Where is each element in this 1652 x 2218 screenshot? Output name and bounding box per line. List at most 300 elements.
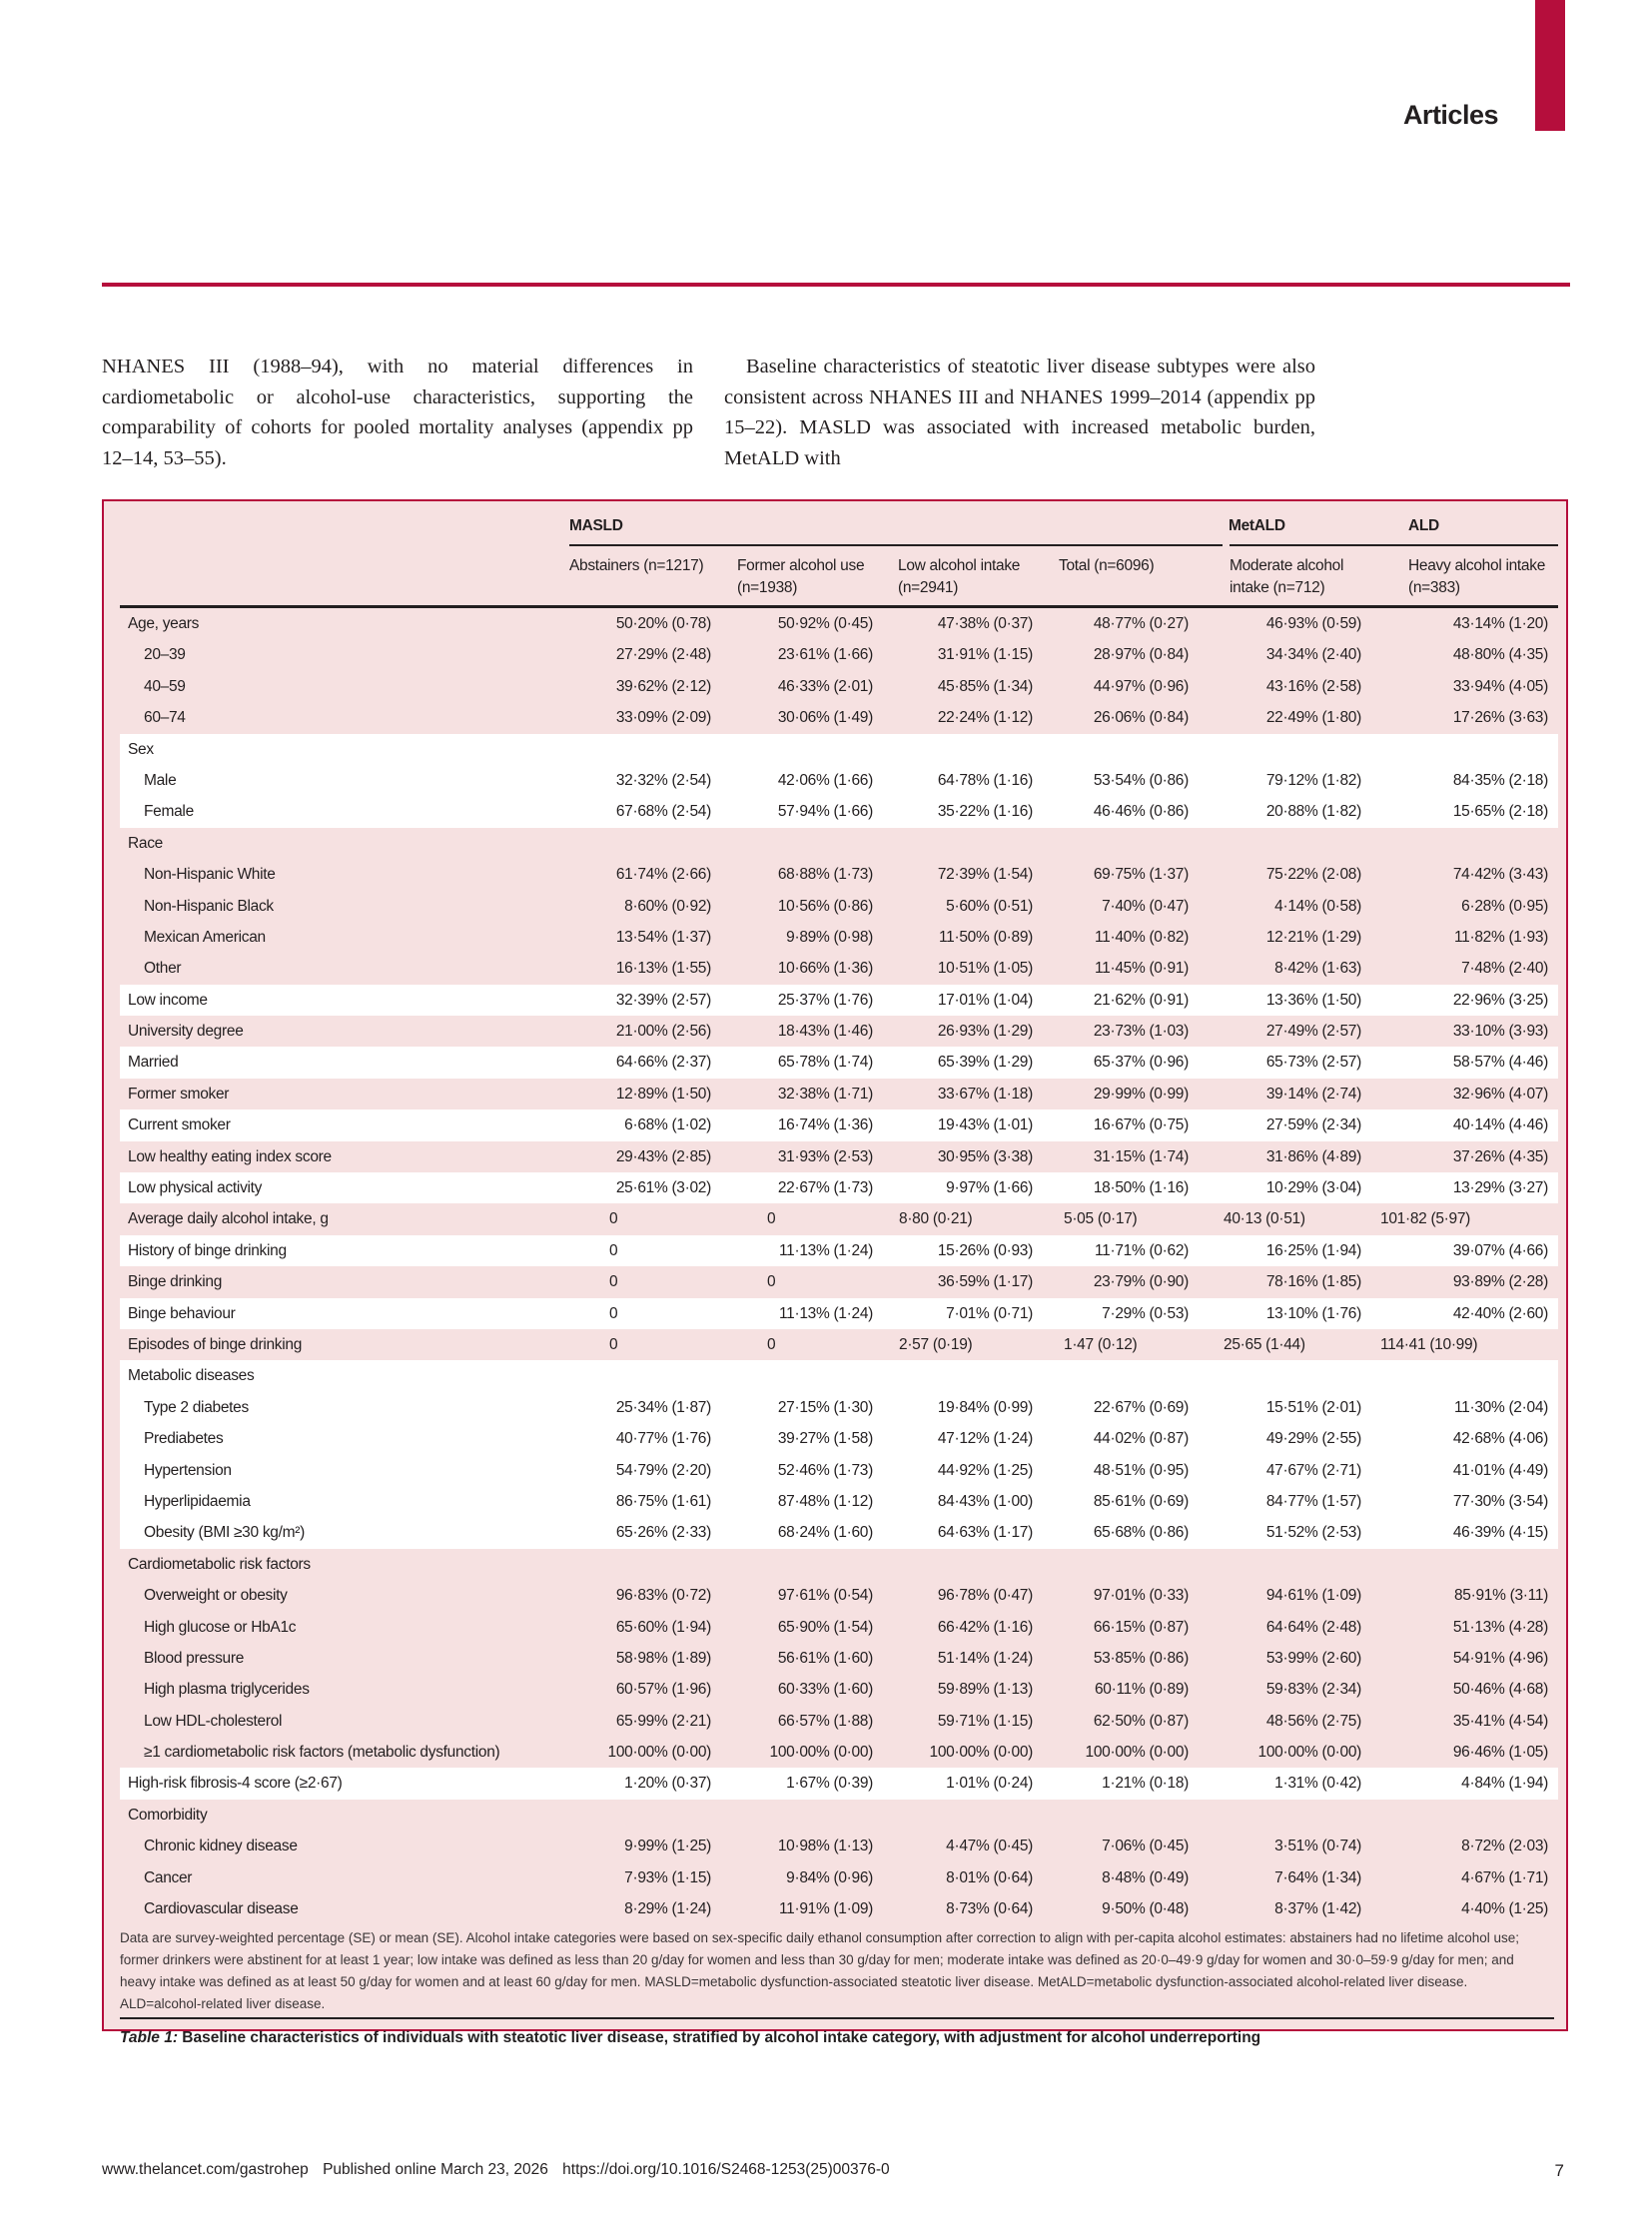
cell-value: 33·94% (4·05) [1452,677,1548,695]
cell-value: 8·37% (1·42) [1274,1900,1361,1918]
cell-value: 7·64% (1·34) [1274,1868,1361,1886]
cell-value: 65·78% (1·74) [777,1054,873,1072]
cell-value: 27·29% (2·48) [615,646,711,664]
row-label: Low income [128,991,208,1009]
cell-value: 8·73% (0·64) [946,1900,1033,1918]
row-label: Former smoker [128,1085,230,1103]
cell-value: 8·48% (0·49) [1102,1868,1189,1886]
row-label: Low physical activity [128,1179,263,1197]
page-number: 7 [1554,2161,1564,2180]
table-group-header [120,501,1558,545]
cell-value: 54·79% (2·20) [615,1461,711,1479]
table-row [120,1141,1558,1172]
row-label: Age, years [128,615,200,632]
cell-value: 22·96% (3·25) [1452,991,1548,1009]
table-footnote: Data are survey-weighted percentage (SE) or mean (SE). Alcohol intake categories were based on sex-specific daily ethanol consumption after correction to align with per-capita alcohol estimates: abstainers had no lifetime alcohol use; former drinkers were abstinent for at least 1 year; low intake was defined as less than 20 g/day for women and less than 30 g/day for men; moderate intake was defined as 20·0–49·9 g/day for women and 30·0–59·9 g/day for men; and heavy intake was defined as at least 50 g/day for women and at least 60 g/day for men. MASLD=metabolic dysfunction-associated steatotic liver disease. MetALD=metabolic dysfunction-associated alcohol-related liver disease. ALD=alcohol-related liver disease. [120,1930,1519,2011]
cell-value: 31·93% (2·53) [777,1147,873,1165]
cell-value: 84·43% (1·00) [937,1492,1033,1510]
cell-value: 11·82% (1·93) [1453,928,1548,946]
table-row [120,639,1558,670]
cell-value: 58·98% (1·89) [615,1649,711,1667]
cell-value: 11·50% (0·89) [938,928,1033,946]
cell-value: 11·30% (2·04) [1453,1398,1548,1416]
cell-value: 16·67% (0·75) [1093,1116,1189,1134]
cell-value: 30·95% (3·38) [937,1147,1033,1165]
cell-value: 40·13 (0·51) [1224,1210,1305,1228]
cell-value: 32·38% (1·71) [777,1085,873,1103]
section-label: Articles [1402,100,1498,130]
cell-value: 8·42% (1·63) [1274,960,1361,978]
cell-value: 100·00% (0·00) [607,1744,711,1762]
cell-value: 22·49% (1·80) [1265,709,1361,727]
row-label: Chronic kidney disease [144,1838,298,1855]
cell-value: 75·22% (2·08) [1265,866,1361,884]
cell-value: 32·39% (2·57) [615,991,711,1009]
table-row [120,1235,1558,1266]
row-label: Non-Hispanic Black [144,897,274,915]
cell-value: 94·61% (1·09) [1265,1587,1361,1605]
cell-value: 48·77% (0·27) [1093,615,1189,632]
column-header: Low alcohol intake (n=2941) [898,557,1021,596]
cell-value: 79·12% (1·82) [1265,771,1361,789]
cell-value: 60·33% (1·60) [777,1681,873,1699]
cell-value: 42·40% (2·60) [1452,1304,1548,1322]
cell-value: 20·88% (1·82) [1265,803,1361,821]
table-row [120,1329,1558,1360]
row-label: Hypertension [144,1461,232,1479]
row-label: Type 2 diabetes [144,1398,249,1416]
row-label: Cardiovascular disease [144,1900,299,1918]
group-label-masld: MASLD [569,517,623,534]
journal-link[interactable]: www.thelancet.com/gastrohep [102,2161,309,2178]
table-row [120,796,1558,827]
column-header: Heavy alcohol intake (n=383) [1408,557,1546,596]
cell-value: 0 [609,1335,618,1353]
cell-value: 23·79% (0·90) [1093,1273,1189,1291]
cell-value: 7·29% (0·53) [1102,1304,1189,1322]
table-column-header [120,545,1558,605]
cell-value: 21·62% (0·91) [1093,991,1189,1009]
cell-value: 27·59% (2·34) [1265,1116,1361,1134]
table-row [120,1549,1558,1580]
cell-value: 22·24% (1·12) [937,709,1033,727]
cell-value: 101·82 (5·97) [1380,1210,1471,1228]
cell-value: 114·41 (10·99) [1380,1335,1478,1353]
cell-value: 13·36% (1·50) [1265,991,1361,1009]
table-row [120,891,1558,922]
table-row [120,1298,1558,1329]
cell-value: 40·77% (1·76) [615,1430,711,1448]
cell-value: 0 [767,1335,776,1353]
cell-value: 47·12% (1·24) [937,1430,1033,1448]
cell-value: 67·68% (2·54) [615,803,711,821]
cell-value: 53·99% (2·60) [1265,1649,1361,1667]
group-label-ald: ALD [1408,517,1439,534]
cell-value: 97·61% (0·54) [777,1587,873,1605]
row-label: 60–74 [144,709,186,727]
cell-value: 0 [609,1210,618,1228]
row-label: 40–59 [144,677,186,695]
cell-value: 44·97% (0·96) [1093,677,1189,695]
cell-value: 86·75% (1·61) [615,1492,711,1510]
cell-value: 9·84% (0·96) [786,1868,873,1886]
table-row [120,1768,1558,1799]
table-row [120,1455,1558,1486]
cell-value: 66·42% (1·16) [937,1618,1033,1636]
cell-value: 21·00% (2·56) [615,1023,711,1041]
cell-value: 6·28% (0·95) [1461,897,1548,915]
cell-value: 16·74% (1·36) [777,1116,873,1134]
cell-value: 1·47 (0·12) [1064,1335,1138,1353]
cell-value: 10·29% (3·04) [1265,1179,1361,1197]
row-label: Non-Hispanic White [144,866,276,884]
table-row [120,734,1558,765]
cell-value: 100·00% (0·00) [1085,1744,1189,1762]
cell-value: 9·99% (1·25) [624,1838,711,1855]
doi-link[interactable]: https://doi.org/10.1016/S2468-1253(25)00376-0 [562,2161,890,2178]
cell-value: 8·60% (0·92) [624,897,711,915]
table-row [120,1517,1558,1548]
cell-value: 72·39% (1·54) [937,866,1033,884]
cell-value: 3·51% (0·74) [1274,1838,1361,1855]
cell-value: 74·42% (3·43) [1452,866,1548,884]
cell-value: 44·92% (1·25) [937,1461,1033,1479]
cell-value: 50·92% (0·45) [777,615,873,632]
cell-value: 15·65% (2·18) [1452,803,1548,821]
body-paragraph: NHANES III (1988–94), with no material differences in cardiometabolic or alcohol-use characteristics, supporting the comparability of cohorts for pooled mortality analyses (appendix pp 12–14, 53–55). [102,356,693,469]
group-label-metald: MetALD [1229,517,1285,534]
row-label: Other [144,960,182,978]
row-label: Average daily alcohol intake, g [128,1210,329,1228]
cell-value: 96·83% (0·72) [615,1587,711,1605]
cell-value: 47·38% (0·37) [937,615,1033,632]
row-label: High glucose or HbA1c [144,1618,297,1636]
cell-value: 48·51% (0·95) [1093,1461,1189,1479]
cell-value: 4·84% (1·94) [1461,1775,1548,1793]
cell-value: 15·26% (0·93) [937,1241,1033,1259]
table-row [120,1203,1558,1234]
row-label: Metabolic diseases [128,1367,255,1385]
cell-value: 7·93% (1·15) [624,1868,711,1886]
cell-value: 57·94% (1·66) [777,803,873,821]
cell-value: 43·16% (2·58) [1265,677,1361,695]
cell-value: 13·10% (1·76) [1265,1304,1361,1322]
cell-value: 61·74% (2·66) [615,866,711,884]
cell-value: 1·01% (0·24) [946,1775,1033,1793]
row-label: High plasma triglycerides [144,1681,310,1699]
row-label: Binge behaviour [128,1304,236,1322]
cell-value: 97·01% (0·33) [1093,1587,1189,1605]
cell-value: 7·48% (2·40) [1461,960,1548,978]
cell-value: 46·46% (0·86) [1093,803,1189,821]
table-row [120,922,1558,953]
cell-value: 41·01% (4·49) [1452,1461,1548,1479]
cell-value: 8·80 (0·21) [899,1210,973,1228]
cell-value: 7·06% (0·45) [1102,1838,1189,1855]
row-label: Obesity (BMI ≥30 kg/m²) [144,1524,305,1542]
cell-value: 84·35% (2·18) [1452,771,1548,789]
row-label: ≥1 cardiometabolic risk factors (metabolic dysfunction) [144,1744,500,1762]
cell-value: 44·02% (0·87) [1093,1430,1189,1448]
cell-value: 26·06% (0·84) [1093,709,1189,727]
cell-value: 65·99% (2·21) [615,1712,711,1730]
cell-value: 59·83% (2·34) [1265,1681,1361,1699]
cell-value: 51·52% (2·53) [1265,1524,1361,1542]
cell-value: 31·86% (4·89) [1265,1147,1361,1165]
cell-value: 10·66% (1·36) [777,960,873,978]
cell-value: 68·88% (1·73) [777,866,873,884]
cell-value: 4·47% (0·45) [946,1838,1033,1855]
cell-value: 39·07% (4·66) [1452,1241,1548,1259]
table-row [120,1580,1558,1611]
cell-value: 7·40% (0·47) [1102,897,1189,915]
cell-value: 0 [767,1273,776,1291]
cell-value: 7·01% (0·71) [946,1304,1033,1322]
cell-value: 56·61% (1·60) [777,1649,873,1667]
cell-value: 10·56% (0·86) [777,897,873,915]
cell-value: 9·97% (1·66) [946,1179,1033,1197]
cell-value: 45·85% (1·34) [937,677,1033,695]
table-panel [102,499,1568,2046]
body-column-right [724,352,1315,473]
published-date: Published online March 23, 2026 [323,2161,548,2178]
cell-value: 15·51% (2·01) [1265,1398,1361,1416]
table-row [120,1172,1558,1203]
cell-value: 0 [609,1304,618,1322]
cell-value: 42·68% (4·06) [1452,1430,1548,1448]
cell-value: 84·77% (1·57) [1265,1492,1361,1510]
row-label: History of binge drinking [128,1241,287,1259]
cell-value: 0 [609,1273,618,1291]
table-row [120,1706,1558,1737]
cell-value: 1·20% (0·37) [624,1775,711,1793]
cell-value: 39·14% (2·74) [1265,1085,1361,1103]
cell-value: 51·14% (1·24) [937,1649,1033,1667]
column-header: Moderate alcohol intake (n=712) [1230,557,1344,596]
cell-value: 16·13% (1·55) [615,960,711,978]
cell-value: 100·00% (0·00) [1257,1744,1361,1762]
cell-value: 18·50% (1·16) [1093,1179,1189,1197]
table-row [120,702,1558,733]
cell-value: 12·21% (1·29) [1265,928,1361,946]
cell-value: 62·50% (0·87) [1093,1712,1189,1730]
cell-value: 23·73% (1·03) [1093,1023,1189,1041]
cell-value: 64·64% (2·48) [1265,1618,1361,1636]
cell-value: 48·56% (2·75) [1265,1712,1361,1730]
cell-value: 11·13% (1·24) [778,1241,873,1259]
cell-value: 58·57% (4·46) [1452,1054,1548,1072]
body-column-left [102,352,693,473]
row-label: Mexican American [144,928,266,946]
table-row [120,1893,1558,1924]
row-label: Hyperlipidaemia [144,1492,251,1510]
accent-bar [1535,0,1565,131]
cell-value: 33·10% (3·93) [1452,1023,1548,1041]
table-row [120,1486,1558,1517]
cell-value: 17·01% (1·04) [937,991,1033,1009]
cell-value: 22·67% (1·73) [777,1179,873,1197]
cell-value: 37·26% (4·35) [1452,1147,1548,1165]
cell-value: 10·98% (1·13) [777,1838,873,1855]
cell-value: 0 [609,1241,618,1259]
cell-value: 4·67% (1·71) [1461,1868,1548,1886]
table-row [120,1016,1558,1047]
caption-label: Table 1: [120,2029,178,2046]
table-row [120,1047,1558,1078]
row-label: Current smoker [128,1116,231,1134]
cell-value: 8·01% (0·64) [946,1868,1033,1886]
cell-value: 5·60% (0·51) [946,897,1033,915]
cell-value: 11·13% (1·24) [778,1304,873,1322]
cell-value: 65·73% (2·57) [1265,1054,1361,1072]
cell-value: 65·26% (2·33) [615,1524,711,1542]
cell-value: 65·60% (1·94) [615,1618,711,1636]
cell-value: 60·11% (0·89) [1094,1681,1189,1699]
cell-value: 64·66% (2·37) [615,1054,711,1072]
cell-value: 30·06% (1·49) [777,709,873,727]
row-label: Low healthy eating index score [128,1147,332,1165]
cell-value: 19·43% (1·01) [937,1116,1033,1134]
cell-value: 51·13% (4·28) [1452,1618,1548,1636]
table-caption [120,2029,1260,2047]
row-label: Race [128,834,163,852]
cell-value: 50·46% (4·68) [1452,1681,1548,1699]
row-label: Cardiometabolic risk factors [128,1555,311,1573]
cell-value: 28·97% (0·84) [1093,646,1189,664]
table-row [120,765,1558,796]
row-label: High-risk fibrosis-4 score (≥2·67) [128,1775,343,1793]
cell-value: 1·21% (0·18) [1102,1775,1189,1793]
cell-value: 53·85% (0·86) [1093,1649,1189,1667]
row-label: 20–39 [144,646,186,664]
row-label: Blood pressure [144,1649,245,1667]
cell-value: 25·34% (1·87) [615,1398,711,1416]
cell-value: 27·15% (1·30) [777,1398,873,1416]
cell-value: 46·39% (4·15) [1452,1524,1548,1542]
cell-value: 18·43% (1·46) [777,1023,873,1041]
cell-value: 49·29% (2·55) [1265,1430,1361,1448]
cell-value: 65·39% (1·29) [937,1054,1033,1072]
cell-value: 93·89% (2·28) [1452,1273,1548,1291]
cell-value: 96·46% (1·05) [1452,1744,1548,1762]
cell-value: 10·51% (1·05) [937,960,1033,978]
cell-value: 11·91% (1·09) [778,1900,873,1918]
table-row [120,671,1558,702]
cell-value: 11·40% (0·82) [1094,928,1189,946]
cell-value: 64·78% (1·16) [937,771,1033,789]
cell-value: 42·06% (1·66) [777,771,873,789]
table-row [120,985,1558,1016]
cell-value: 34·34% (2·40) [1265,646,1361,664]
table-row [120,1360,1558,1391]
caption-text: Baseline characteristics of individuals with steatotic liver disease, stratified by alcohol intake category, with adjustment for alcohol underreporting [178,2029,1261,2046]
cell-value: 47·67% (2·71) [1265,1461,1361,1479]
cell-value: 0 [767,1210,776,1228]
cell-value: 2·57 (0·19) [899,1335,973,1353]
cell-value: 31·91% (1·15) [937,646,1033,664]
cell-value: 69·75% (1·37) [1093,866,1189,884]
table-row [120,859,1558,890]
cell-value: 50·20% (0·78) [615,615,711,632]
cell-value: 64·63% (1·17) [937,1524,1033,1542]
row-label: Low HDL-cholesterol [144,1712,283,1730]
table-row [120,1643,1558,1674]
cell-value: 59·89% (1·13) [937,1681,1033,1699]
cell-value: 65·68% (0·86) [1093,1524,1189,1542]
row-label: University degree [128,1023,244,1041]
cell-value: 12·89% (1·50) [615,1085,711,1103]
table-row [120,1266,1558,1297]
cell-value: 6·68% (1·02) [624,1116,711,1134]
cell-value: 1·67% (0·39) [786,1775,873,1793]
cell-value: 52·46% (1·73) [777,1461,873,1479]
cell-value: 66·57% (1·88) [777,1712,873,1730]
cell-value: 77·30% (3·54) [1452,1492,1548,1510]
table-row [120,1079,1558,1109]
cell-value: 54·91% (4·96) [1452,1649,1548,1667]
table-row [120,1862,1558,1893]
cell-value: 16·25% (1·94) [1265,1241,1361,1259]
row-label: Prediabetes [144,1430,224,1448]
row-label: Sex [128,740,154,758]
cell-value: 100·00% (0·00) [929,1744,1033,1762]
cell-value: 29·99% (0·99) [1093,1085,1189,1103]
cell-value: 39·27% (1·58) [777,1430,873,1448]
cell-value: 85·91% (3·11) [1453,1587,1548,1605]
cell-value: 36·59% (1·17) [937,1273,1033,1291]
table-row [120,1392,1558,1423]
column-header: Total (n=6096) [1059,557,1155,574]
cell-value: 48·80% (4·35) [1452,646,1548,664]
cell-value: 33·09% (2·09) [615,709,711,727]
row-label: Episodes of binge drinking [128,1335,303,1353]
cell-value: 8·29% (1·24) [624,1900,711,1918]
cell-value: 9·89% (0·98) [786,928,873,946]
cell-value: 11·71% (0·62) [1094,1241,1189,1259]
cell-value: 35·41% (4·54) [1452,1712,1548,1730]
cell-value: 85·61% (0·69) [1093,1492,1189,1510]
cell-value: 11·45% (0·91) [1094,960,1189,978]
cell-value: 96·78% (0·47) [937,1587,1033,1605]
table-body [120,608,1558,1924]
cell-value: 25·61% (3·02) [615,1179,711,1197]
cell-value: 32·96% (4·07) [1452,1085,1548,1103]
cell-value: 39·62% (2·12) [615,677,711,695]
cell-value: 13·29% (3·27) [1452,1179,1548,1197]
cell-value: 25·65 (1·44) [1224,1335,1305,1353]
cell-value: 35·22% (1·16) [937,803,1033,821]
baseline-characteristics-table [120,501,1558,1924]
row-label: Comorbidity [128,1806,208,1824]
page-footer [102,2161,900,2179]
row-label: Cancer [144,1868,193,1886]
row-label: Male [144,771,177,789]
cell-value: 4·40% (1·25) [1461,1900,1548,1918]
cell-value: 5·05 (0·17) [1064,1210,1138,1228]
cell-value: 17·26% (3·63) [1452,709,1548,727]
row-label: Overweight or obesity [144,1587,288,1605]
table-row [120,1737,1558,1768]
cell-value: 87·48% (1·12) [777,1492,873,1510]
table-row [120,608,1558,639]
cell-value: 43·14% (1·20) [1452,615,1548,632]
table-row [120,1109,1558,1140]
column-header: Former alcohol use (n=1938) [737,557,865,596]
cell-value: 33·67% (1·18) [937,1085,1033,1103]
table-row [120,1612,1558,1643]
cell-value: 9·50% (0·48) [1102,1900,1189,1918]
table-row [120,1674,1558,1705]
